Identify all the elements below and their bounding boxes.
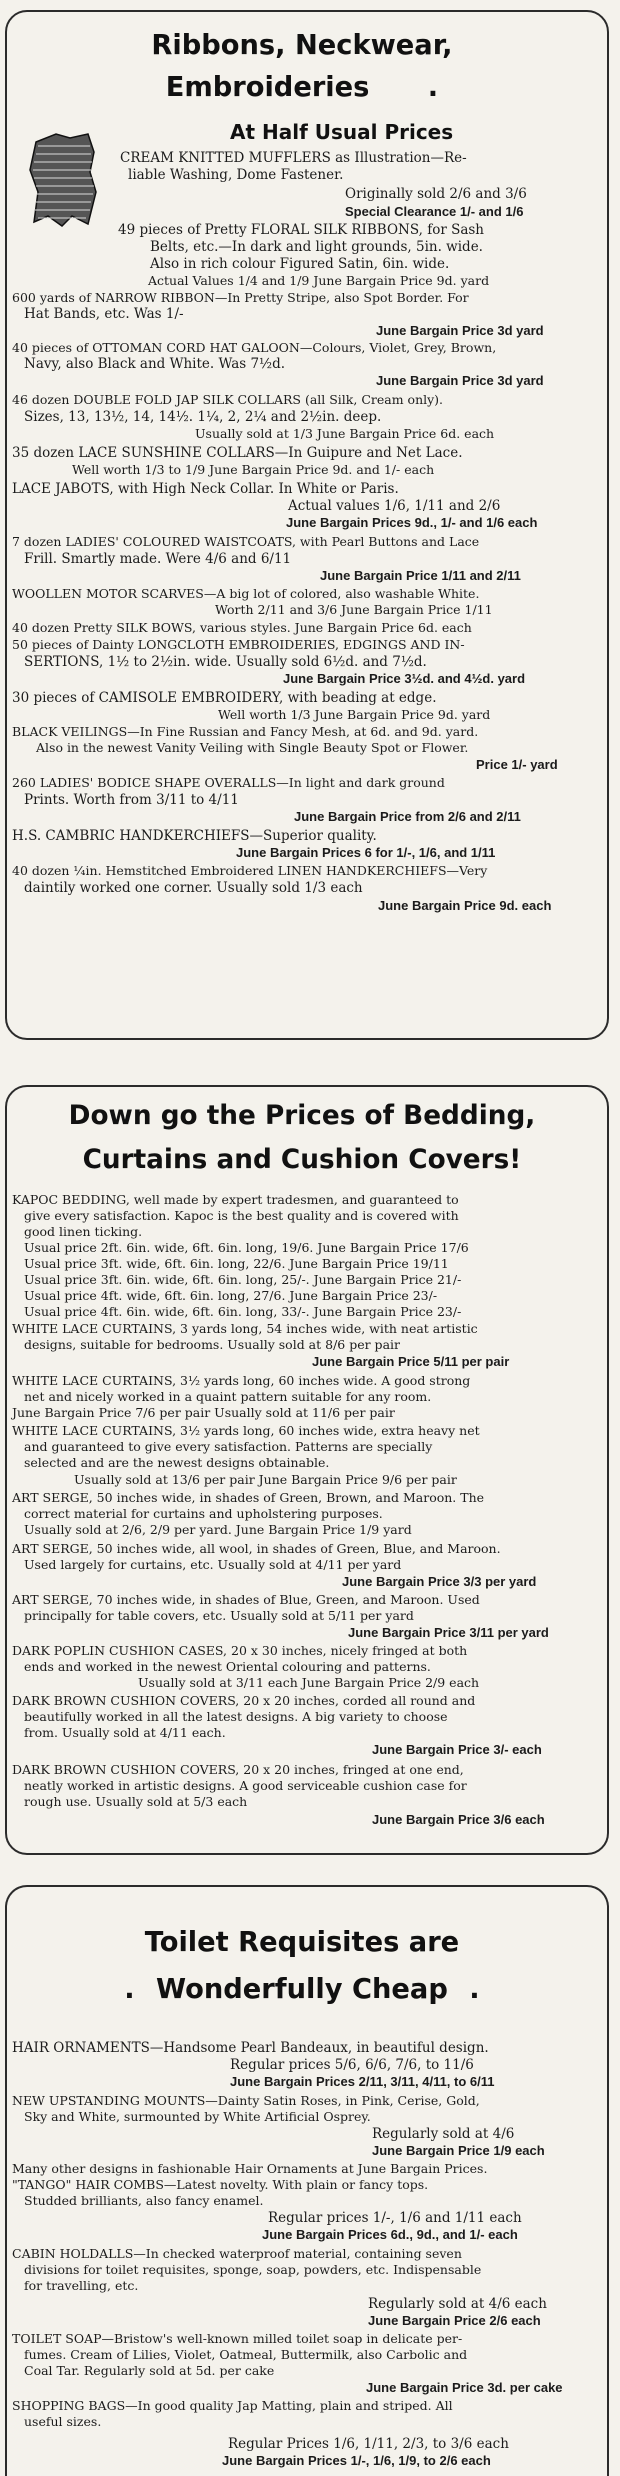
veilings-2: Also in the newest Vanity Veiling with Single Beauty Spot or Flower. xyxy=(36,740,469,755)
camisole-1: 30 pieces of CAMISOLE EMBROIDERY, with beading at edge. xyxy=(12,690,437,706)
toilet-soap-3: Coal Tar. Regularly sold at 5d. per cake xyxy=(24,2363,275,2378)
cambric-hkfs-1: H.S. CAMBRIC HANDKERCHIEFS—Superior quality. xyxy=(12,828,377,844)
lace-curtains-c-price: Usually sold at 13/6 per pair June Bargain Price 9/6 per pair xyxy=(74,1472,457,1487)
lace-jabots-price: June Bargain Prices 9d., 1/- and 1/6 each xyxy=(286,515,538,530)
section3-title-cheap: Wonderfully Cheap xyxy=(156,1972,448,2005)
lace-curtains-c-2: and guaranteed to give every satisfaction. Patterns are specially xyxy=(24,1439,433,1454)
silk-bows: 40 dozen Pretty SILK BOWS, various styles. June Bargain Price 6d. each xyxy=(12,620,472,635)
veilings-price: Price 1/- yard xyxy=(476,757,558,772)
overalls-2: Prints. Worth from 3/11 to 4/11 xyxy=(24,792,239,808)
section2-title-line2: Curtains and Cushion Covers! xyxy=(82,1144,522,1175)
holdalls-2: divisions for toilet requisites, sponge, soap, powders, etc. Indispensable xyxy=(24,2262,482,2277)
tango-combs-2: Studded brilliants, also fancy enamel. xyxy=(24,2193,264,2208)
silk-ribbons-price: Actual Values 1/4 and 1/9 June Bargain Price 9d. yard xyxy=(148,273,490,288)
section1-subtitle: At Half Usual Prices xyxy=(230,120,454,144)
narrow-ribbon-2: Hat Bands, etc. Was 1/- xyxy=(24,306,184,322)
toilet-soap-2: fumes. Cream of Lilies, Violet, Oatmeal, Buttermilk, also Carbolic and xyxy=(24,2347,468,2362)
muffler-orig-price: Originally sold 2/6 and 3/6 xyxy=(345,186,527,202)
hair-ornaments-regular: Regular prices 5/6, 6/6, 7/6, to 11/6 xyxy=(230,2057,474,2073)
linen-hkfs-2: daintily worked one corner. Usually sold 1/3 each xyxy=(24,880,363,896)
section2-title-line1: Down go the Prices of Bedding, xyxy=(68,1100,536,1131)
lace-collars-1: 35 dozen LACE SUNSHINE COLLARS—In Guipure and Net Lace. xyxy=(12,445,463,461)
brown-covers-b-1: DARK BROWN CUSHION COVERS, 20 x 20 inches, fringed at one end, xyxy=(12,1762,464,1777)
art-serge-a-2: correct material for curtains and upholstering purposes. xyxy=(24,1506,383,1521)
waistcoats-2: Frill. Smartly made. Were 4/6 and 6/11 xyxy=(24,551,292,567)
art-serge-c-price: June Bargain Price 3/11 per yard xyxy=(348,1625,549,1640)
shopping-bags-2: useful sizes. xyxy=(24,2414,102,2429)
section1-title-embroideries: Embroideries xyxy=(165,70,370,103)
ottoman-galoon-price: June Bargain Price 3d yard xyxy=(376,373,544,388)
lace-curtains-a-price: June Bargain Price 5/11 per pair xyxy=(312,1354,510,1369)
lace-curtains-b-1: WHITE LACE CURTAINS, 3½ yards long, 60 inches wide. A good strong xyxy=(12,1373,471,1388)
lace-jabots-1: LACE JABOTS, with High Neck Collar. In White or Paris. xyxy=(12,481,399,497)
toilet-soap-price: June Bargain Price 3d. per cake xyxy=(366,2380,563,2395)
silk-ribbons-2: Belts, etc.—In dark and light grounds, 5in. wide. xyxy=(150,239,483,255)
silk-collars-1: 46 dozen DOUBLE FOLD JAP SILK COLLARS (all Silk, Cream only). xyxy=(12,392,444,407)
embroideries-2: SERTIONS, 1½ to 2½in. wide. Usually sold 6½d. and 7½d. xyxy=(24,654,427,670)
art-serge-b-1: ART SERGE, 50 inches wide, all wool, in shades of Green, Blue, and Maroon. xyxy=(12,1541,501,1556)
linen-hkfs-price: June Bargain Price 9d. each xyxy=(378,898,552,913)
art-serge-a-1: ART SERGE, 50 inches wide, in shades of Green, Brown, and Maroon. The xyxy=(12,1490,485,1505)
motor-scarves-1: WOOLLEN MOTOR SCARVES—A big lot of colored, also washable White. xyxy=(12,586,480,601)
kapoc-3: good linen ticking. xyxy=(24,1224,143,1239)
hair-ornaments-1: HAIR ORNAMENTS—Handsome Pearl Bandeaux, in beautiful design. xyxy=(12,2040,489,2056)
overalls-1: 260 LADIES' BODICE SHAPE OVERALLS—In light and dark ground xyxy=(12,775,445,790)
lace-curtains-c-3: selected and are the newest designs obtainable. xyxy=(24,1455,330,1470)
narrow-ribbon-1: 600 yards of NARROW RIBBON—In Pretty Stripe, also Spot Border. For xyxy=(12,290,469,305)
overalls-price: June Bargain Price from 2/6 and 2/11 xyxy=(294,809,521,824)
embroideries-price: June Bargain Price 3½d. and 4½d. yard xyxy=(283,671,526,686)
mounts-1: NEW UPSTANDING MOUNTS—Dainty Satin Roses, in Pink, Cerise, Gold, xyxy=(12,2093,480,2108)
art-serge-a-price: Usually sold at 2/6, 2/9 per yard. June Bargain Price 1/9 yard xyxy=(24,1522,412,1537)
tango-combs-regular: Regular prices 1/-, 1/6 and 1/11 each xyxy=(268,2210,522,2226)
shopping-bags-1: SHOPPING BAGS—In good quality Jap Matting, plain and striped. All xyxy=(12,2398,453,2413)
mounts-regular: Regularly sold at 4/6 xyxy=(372,2126,515,2142)
ottoman-galoon-1: 40 pieces of OTTOMAN CORD HAT GALOON—Colours, Violet, Grey, Brown, xyxy=(12,340,497,355)
section1-title-line2 xyxy=(0,70,604,103)
brown-covers-b-price: June Bargain Price 3/6 each xyxy=(372,1812,545,1827)
silk-collars-2: Sizes, 13, 13½, 14, 14½. 1¼, 2, 2¼ and 2½in. deep. xyxy=(24,409,382,425)
kapoc-price-1: Usual price 2ft. 6in. wide, 6ft. 6in. long, 19/6. June Bargain Price 17/6 xyxy=(24,1240,469,1255)
section3-title-line2 xyxy=(0,1972,604,2005)
tango-combs-1: "TANGO" HAIR COMBS—Latest novelty. With plain or fancy tops. xyxy=(12,2177,429,2192)
section3-title-dot-left: . xyxy=(124,1972,135,2005)
shopping-bags-price: June Bargain Prices 1/-, 1/6, 1/9, to 2/6 each xyxy=(222,2453,491,2468)
holdalls-regular: Regularly sold at 4/6 each xyxy=(368,2296,547,2312)
mounts-price: June Bargain Price 1/9 each xyxy=(372,2143,545,2158)
ottoman-galoon-2: Navy, also Black and White. Was 7½d. xyxy=(24,356,286,372)
kapoc-price-3: Usual price 3ft. 6in. wide, 6ft. 6in. long, 25/-. June Bargain Price 21/- xyxy=(24,1272,462,1287)
section3-title-dot-right: . xyxy=(469,1972,480,2005)
waistcoats-price: June Bargain Price 1/11 and 2/11 xyxy=(320,568,521,583)
other-designs: Many other designs in fashionable Hair Ornaments at June Bargain Prices. xyxy=(12,2161,488,2176)
veilings-1: BLACK VEILINGS—In Fine Russian and Fancy Mesh, at 6d. and 9d. yard. xyxy=(12,724,479,739)
lace-curtains-b-2: net and nicely worked in a quaint pattern suitable for any room. xyxy=(24,1389,432,1404)
shopping-bags-regular: Regular Prices 1/6, 1/11, 2/3, to 3/6 each xyxy=(228,2436,509,2452)
kapoc-2: give every satisfaction. Kapoc is the best quality and is covered with xyxy=(24,1208,459,1223)
brown-covers-a-3: from. Usually sold at 4/11 each. xyxy=(24,1725,226,1740)
silk-collars-price: Usually sold at 1/3 June Bargain Price 6d. each xyxy=(195,426,495,441)
knitted-muffler-illustration xyxy=(28,132,98,228)
art-serge-b-2: Used largely for curtains, etc. Usually sold at 4/11 per yard xyxy=(24,1557,402,1572)
waistcoats-1: 7 dozen LADIES' COLOURED WAISTCOATS, with Pearl Buttons and Lace xyxy=(12,534,480,549)
muffler-desc-1: CREAM KNITTED MUFFLERS as Illustration—Re- xyxy=(120,150,467,166)
tango-combs-price: June Bargain Prices 6d., 9d., and 1/- each xyxy=(262,2227,518,2242)
kapoc-price-4: Usual price 4ft. wide, 6ft. 6in. long, 27/6. June Bargain Price 23/- xyxy=(24,1288,438,1303)
hair-ornaments-price: June Bargain Prices 2/11, 3/11, 4/11, to 6/11 xyxy=(230,2074,495,2089)
brown-covers-b-3: rough use. Usually sold at 5/3 each xyxy=(24,1794,248,1809)
brown-covers-a-price: June Bargain Price 3/- each xyxy=(372,1742,542,1757)
kapoc-price-5: Usual price 4ft. 6in. wide, 6ft. 6in. long, 33/-. June Bargain Price 23/- xyxy=(24,1304,462,1319)
cambric-hkfs-price: June Bargain Prices 6 for 1/-, 1/6, and 1/11 xyxy=(236,845,496,860)
lace-curtains-b-price: June Bargain Price 7/6 per pair Usually sold at 11/6 per pair xyxy=(12,1405,395,1420)
motor-scarves-price: Worth 2/11 and 3/6 June Bargain Price 1/11 xyxy=(215,602,493,617)
poplin-cases-2: ends and worked in the newest Oriental colouring and patterns. xyxy=(24,1659,431,1674)
camisole-price: Well worth 1/3 June Bargain Price 9d. yard xyxy=(218,707,491,722)
kapoc-1: KAPOC BEDDING, well made by expert tradesmen, and guaranteed to xyxy=(12,1192,459,1207)
brown-covers-a-2: beautifully worked in all the latest designs. A big variety to choose xyxy=(24,1709,448,1724)
lace-collars-price: Well worth 1/3 to 1/9 June Bargain Price 9d. and 1/- each xyxy=(72,462,435,477)
lace-jabots-values: Actual values 1/6, 1/11 and 2/6 xyxy=(288,498,501,514)
narrow-ribbon-price: June Bargain Price 3d yard xyxy=(376,323,544,338)
muffler-special-price: Special Clearance 1/- and 1/6 xyxy=(345,204,524,219)
holdalls-price: June Bargain Price 2/6 each xyxy=(368,2313,541,2328)
embroideries-1: 50 pieces of Dainty LONGCLOTH EMBROIDERIES, EDGINGS AND IN- xyxy=(12,637,465,652)
brown-covers-b-2: neatly worked in artistic designs. A good serviceable cushion case for xyxy=(24,1778,467,1793)
silk-ribbons-1: 49 pieces of Pretty FLORAL SILK RIBBONS, for Sash xyxy=(118,222,484,238)
art-serge-c-2: principally for table covers, etc. Usually sold at 5/11 per yard xyxy=(24,1608,414,1623)
poplin-cases-price: Usually sold at 3/11 each June Bargain Price 2/9 each xyxy=(138,1675,480,1690)
holdalls-3: for travelling, etc. xyxy=(24,2278,139,2293)
toilet-soap-1: TOILET SOAP—Bristow's well-known milled toilet soap in delicate per- xyxy=(12,2331,463,2346)
muffler-desc-2: liable Washing, Dome Fastener. xyxy=(128,167,344,183)
section1-title-line1: Ribbons, Neckwear, xyxy=(151,28,453,61)
silk-ribbons-3: Also in rich colour Figured Satin, 6in. wide. xyxy=(150,256,450,272)
art-serge-c-1: ART SERGE, 70 inches wide, in shades of Blue, Green, and Maroon. Used xyxy=(12,1592,480,1607)
lace-curtains-c-1: WHITE LACE CURTAINS, 3½ yards long, 60 inches wide, extra heavy net xyxy=(12,1423,480,1438)
mounts-2: Sky and White, surmounted by White Artificial Osprey. xyxy=(24,2109,371,2124)
section3-title-line1: Toilet Requisites are xyxy=(144,1925,460,1958)
brown-covers-a-1: DARK BROWN CUSHION COVERS, 20 x 20 inches, corded all round and xyxy=(12,1693,476,1708)
holdalls-1: CABIN HOLDALLS—In checked waterproof material, containing seven xyxy=(12,2246,462,2261)
lace-curtains-a-1: WHITE LACE CURTAINS, 3 yards long, 54 inches wide, with neat artistic xyxy=(12,1321,478,1336)
kapoc-price-2: Usual price 3ft. wide, 6ft. 6in. long, 22/6. June Bargain Price 19/11 xyxy=(24,1256,449,1271)
linen-hkfs-1: 40 dozen ¼in. Hemstitched Embroidered LINEN HANDKERCHIEFS—Very xyxy=(12,863,488,878)
art-serge-b-price: June Bargain Price 3/3 per yard xyxy=(342,1574,537,1589)
lace-curtains-a-2: designs, suitable for bedrooms. Usually sold at 8/6 per pair xyxy=(24,1337,400,1352)
poplin-cases-1: DARK POPLIN CUSHION CASES, 20 x 30 inches, nicely fringed at both xyxy=(12,1643,468,1658)
section1-title-dot: . xyxy=(427,70,439,103)
